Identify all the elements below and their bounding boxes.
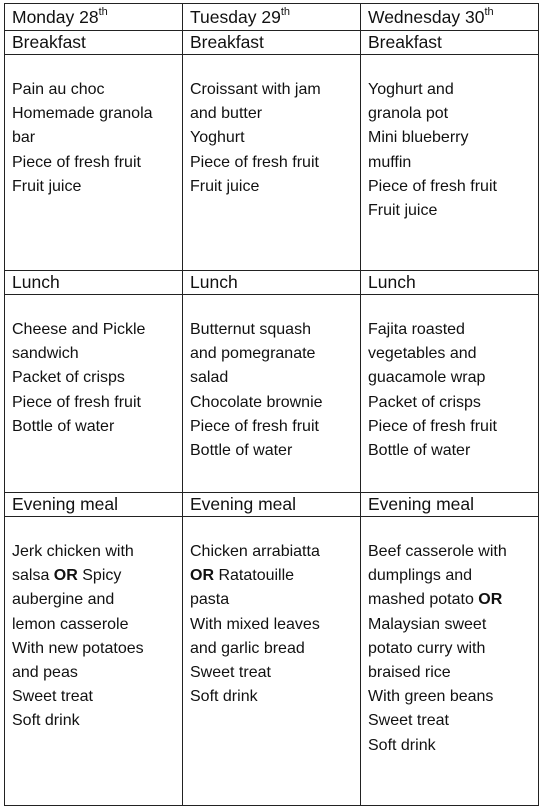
menu-item: Chicken arrabiatta: [190, 543, 320, 560]
breakfast-heading-row: [5, 31, 539, 55]
menu-item: muffin: [368, 153, 412, 171]
evening-items-row: [5, 517, 539, 806]
menu-item: dumplings and: [368, 567, 473, 585]
menu-item: sandwich: [12, 345, 79, 363]
menu-item: Cheese and Pickle: [12, 321, 146, 338]
menu-item: With new potatoes: [12, 639, 144, 657]
evening-meal-heading: Evening meal: [183, 493, 361, 517]
menu-item: Piece of fresh fruit: [190, 417, 319, 435]
menu-item: Homemade granola: [12, 105, 153, 123]
menu-item: Fruit juice: [190, 177, 260, 195]
evening-items-wednesday: [361, 517, 539, 806]
evening-meal-heading: Evening meal: [361, 493, 539, 517]
lunch-items-tuesday: [183, 295, 361, 493]
breakfast-heading: Breakfast: [361, 31, 539, 55]
menu-item: braised rice: [368, 664, 451, 682]
menu-item: and garlic bread: [190, 639, 305, 657]
breakfast-heading: Breakfast: [183, 31, 361, 55]
menu-item: aubergine and: [12, 591, 115, 609]
day-header-wednesday: Wednesday 30th: [361, 4, 539, 31]
day-header-tuesday: Tuesday 29th: [183, 4, 361, 31]
menu-item: Butternut squash: [190, 321, 311, 338]
menu-item: and butter: [190, 105, 263, 123]
evening-heading-row: [5, 493, 539, 517]
or-keyword: OR: [190, 567, 214, 585]
menu-item: and peas: [12, 664, 78, 682]
menu-item: guacamole wrap: [368, 369, 486, 387]
menu-item: With green beans: [368, 688, 494, 706]
menu-item: Fruit juice: [368, 202, 438, 220]
menu-item: Piece of fresh fruit: [190, 153, 319, 171]
menu-item: Bottle of water: [12, 417, 115, 435]
or-keyword: OR: [478, 591, 503, 609]
menu-item: Bottle of water: [190, 442, 293, 460]
menu-item: Packet of crisps: [12, 369, 125, 387]
breakfast-items-monday: [5, 55, 183, 271]
menu-item: vegetables and: [368, 345, 477, 363]
breakfast-heading: Breakfast: [5, 31, 183, 55]
menu-item-option: salsa OR Spicy: [12, 567, 122, 585]
menu-item: Mini blueberry: [368, 129, 469, 147]
breakfast-items-wednesday: [361, 55, 539, 271]
menu-item: potato curry with: [368, 639, 486, 657]
menu-item: Piece of fresh fruit: [12, 393, 141, 411]
menu-item: and pomegranate: [190, 345, 316, 363]
menu-item: Sweet treat: [368, 712, 449, 730]
lunch-heading: Lunch: [183, 271, 361, 295]
menu-item: Beef casserole with: [368, 543, 507, 560]
lunch-items-monday: [5, 295, 183, 493]
menu-item: Soft drink: [368, 736, 436, 754]
menu-item: Malaysian sweet: [368, 615, 487, 633]
menu-item: lemon casserole: [12, 615, 129, 633]
menu-item: Sweet treat: [190, 664, 271, 682]
menu-item: Soft drink: [190, 688, 258, 706]
breakfast-items-row: [5, 55, 539, 271]
day-header-row: [5, 4, 539, 31]
evening-items-tuesday: [183, 517, 361, 806]
or-keyword: OR: [53, 567, 78, 585]
menu-item: Croissant with jam: [190, 81, 321, 98]
menu-item: Yoghurt and: [368, 81, 454, 98]
menu-item-option: OR Ratatouille: [190, 567, 295, 585]
menu-item: Fruit juice: [12, 177, 82, 195]
menu-item: bar: [12, 129, 36, 147]
lunch-heading: Lunch: [5, 271, 183, 295]
menu-item: salad: [190, 369, 229, 387]
menu-item: Packet of crisps: [368, 393, 481, 411]
lunch-heading: Lunch: [361, 271, 539, 295]
menu-item: Piece of fresh fruit: [12, 153, 141, 171]
lunch-items-row: [5, 295, 539, 493]
menu-item: Jerk chicken with: [12, 543, 134, 560]
menu-item: Piece of fresh fruit: [368, 417, 497, 435]
menu-item: Yoghurt: [190, 129, 245, 147]
menu-item: Pain au choc: [12, 81, 105, 98]
menu-table: [4, 3, 539, 806]
menu-item: Soft drink: [12, 712, 80, 730]
breakfast-items-tuesday: [183, 55, 361, 271]
day-header-monday: Monday 28th: [5, 4, 183, 31]
menu-item: Bottle of water: [368, 442, 471, 460]
menu-item: Fajita roasted: [368, 321, 465, 338]
lunch-heading-row: [5, 271, 539, 295]
evening-meal-heading: Evening meal: [5, 493, 183, 517]
menu-item: With mixed leaves: [190, 615, 320, 633]
menu-item-option: mashed potato OR: [368, 591, 503, 609]
menu-item: Chocolate brownie: [190, 393, 323, 411]
lunch-items-wednesday: [361, 295, 539, 493]
menu-item: pasta: [190, 591, 230, 609]
menu-item: Piece of fresh fruit: [368, 177, 497, 195]
evening-items-monday: [5, 517, 183, 806]
menu-item: Sweet treat: [12, 688, 93, 706]
menu-item: granola pot: [368, 105, 449, 123]
